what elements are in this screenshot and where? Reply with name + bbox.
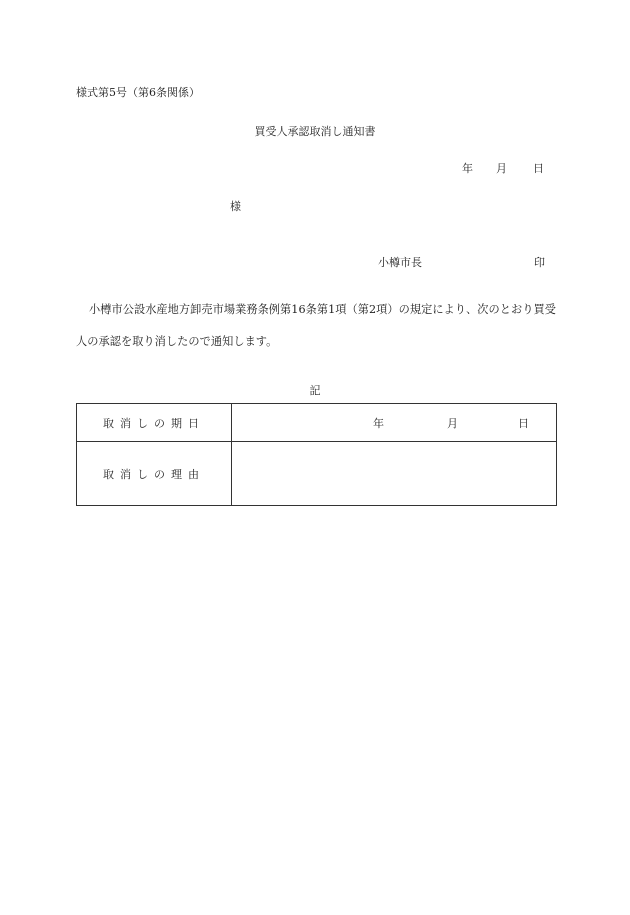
seal-mark: 印 [534,256,545,269]
date-day-label: 日 [533,162,544,175]
cancellation-date-label: 取消しの期日 [77,404,232,442]
addressee-suffix: 様 [230,200,241,213]
sender-name: 小樽市長 [378,256,422,269]
date-year-label: 年 [462,162,473,175]
cancellation-reason-field[interactable] [232,442,557,506]
cancellation-reason-label: 取消しの理由 [77,442,232,506]
cell-year-label: 年 [373,417,384,430]
form-number: 様式第5号（第6条関係） [76,86,200,99]
table-row [77,404,557,442]
body-paragraph: 小樽市公設水産地方卸売市場業務条例第16条第1項（第2項）の規定により、次のとおり買受人の承認を取り消したので通知します。 [76,303,556,348]
cancellation-date-field[interactable] [232,404,557,442]
cell-day-label: 日 [518,417,529,430]
table-row [77,442,557,506]
date-month-label: 月 [496,162,507,175]
record-table [76,403,557,506]
ki-heading: 記 [309,384,321,397]
document-title: 買受人承認取消し通知書 [254,125,376,138]
cell-month-label: 月 [447,417,458,430]
